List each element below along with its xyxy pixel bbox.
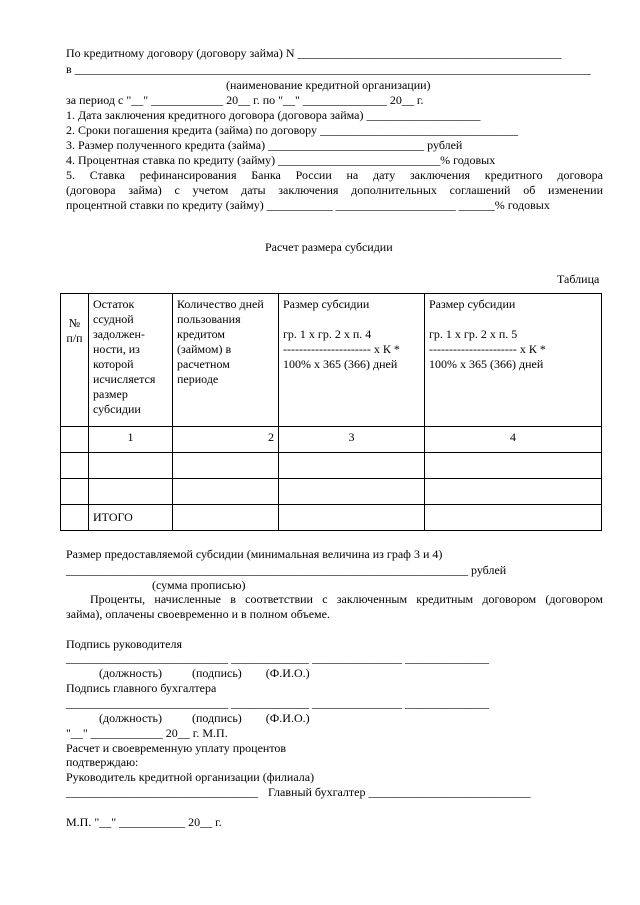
table-row xyxy=(61,479,602,505)
item-1: 1. Дата заключения кредитного договора (договора займа) ___________________ xyxy=(66,108,481,122)
item-5-line-2: (договора займа) с учетом даты заключения дополнительных соглашений об изменении xyxy=(66,183,603,197)
item-4: 4. Процентная ставка по кредиту (займу) ___________________________% годовых xyxy=(66,153,496,167)
subsidy-table xyxy=(60,293,602,531)
rubles-line: ___________________________________________________________________ рублей xyxy=(66,563,507,577)
chief-acc-sign-captions: (должность) (подпись) (Ф.И.О.) xyxy=(99,711,310,725)
header-debt-balance: Остаток ссудной задолжен- ности, из которой исчисляется размер субсидии xyxy=(89,294,173,427)
period-line: за период с "__" ____________ 20__ г. по "__" ______________ 20__ г. xyxy=(66,93,424,107)
confirm-line-1: Расчет и своевременную уплату процентов xyxy=(66,741,287,755)
item-5-line-1: 5. Ставка рефинансирования Банка России на дату заключения кредитного договора xyxy=(66,168,603,182)
subsidy-size-line: Размер предоставляемой субсидии (минимальная величина из граф 3 и 4) xyxy=(66,547,443,561)
col-number-2: 2 xyxy=(173,427,279,453)
date-stamp-line: "__" ____________ 20__ г. М.П. xyxy=(66,726,228,740)
table-row xyxy=(61,453,602,479)
bank-head-sign-line: ________________________________ xyxy=(66,785,258,799)
contract-number-line: По кредитному договору (договору займа) N ____________________________________________ xyxy=(66,46,562,60)
header-subsidy-p5-formula: гр. 1 х гр. 2 х п. 5 ---------------------- х К * 100% х 365 (366) дней xyxy=(429,327,546,371)
bank-head-label: Руководитель кредитной организации (филиала) xyxy=(66,770,315,784)
col-number-4: 4 xyxy=(425,427,602,453)
chief-acc-line: Главный бухгалтер ___________________________ xyxy=(268,785,531,799)
head-sign-label: Подпись руководителя xyxy=(66,637,182,651)
sum-words-caption: (сумма прописью) xyxy=(152,578,246,592)
table-label: Таблица xyxy=(557,272,600,286)
head-sign-line: ___________________________ _____________ _______________ ______________ xyxy=(66,651,489,665)
item-5-line-3: процентной ставки по кредиту (займу) ___________ ____________________ ______% годовых xyxy=(66,198,550,212)
credit-org-line: в ______________________________________________________________________________________ xyxy=(66,62,591,76)
table-total-row xyxy=(61,505,602,531)
chief-acc-sign-line: ___________________________ _____________ _______________ ______________ xyxy=(66,696,489,710)
table-header-row xyxy=(61,294,602,427)
header-subsidy-p4: Размер субсидии гр. 1 х гр. 2 х п. 4 ---------------------- х К * 100% х 365 (366) дней xyxy=(279,294,425,427)
chief-acc-sign-label: Подпись главного бухгалтера xyxy=(66,681,217,695)
item-3: 3. Размер полученного кредита (займа) __________________________ рублей xyxy=(66,138,463,152)
col-number-3: 3 xyxy=(279,427,425,453)
header-number: № п/п xyxy=(61,294,89,427)
item-2: 2. Сроки погашения кредита (займа) по договору _________________________________ xyxy=(66,123,518,137)
final-stamp-date: М.П. "__" ___________ 20__ г. xyxy=(66,815,222,829)
header-subsidy-p5-title: Размер субсидии xyxy=(429,297,516,311)
interest-line-1: Проценты, начисленные в соответствии с заключенным кредитным договором (договором xyxy=(90,592,603,606)
calc-title: Расчет размера субсидии xyxy=(265,240,393,254)
header-days: Количество дней пользования кредитом (займом) в расчетном периоде xyxy=(173,294,279,427)
total-label: ИТОГО xyxy=(89,505,173,531)
interest-line-2: займа), оплачены своевременно и в полном объеме. xyxy=(66,607,330,621)
confirm-line-2: подтверждаю: xyxy=(66,755,139,769)
credit-org-caption: (наименование кредитной организации) xyxy=(226,78,431,92)
col-number-1: 1 xyxy=(89,427,173,453)
table-number-row xyxy=(61,427,602,453)
head-sign-captions: (должность) (подпись) (Ф.И.О.) xyxy=(99,666,310,680)
header-subsidy-p5 xyxy=(425,294,602,427)
